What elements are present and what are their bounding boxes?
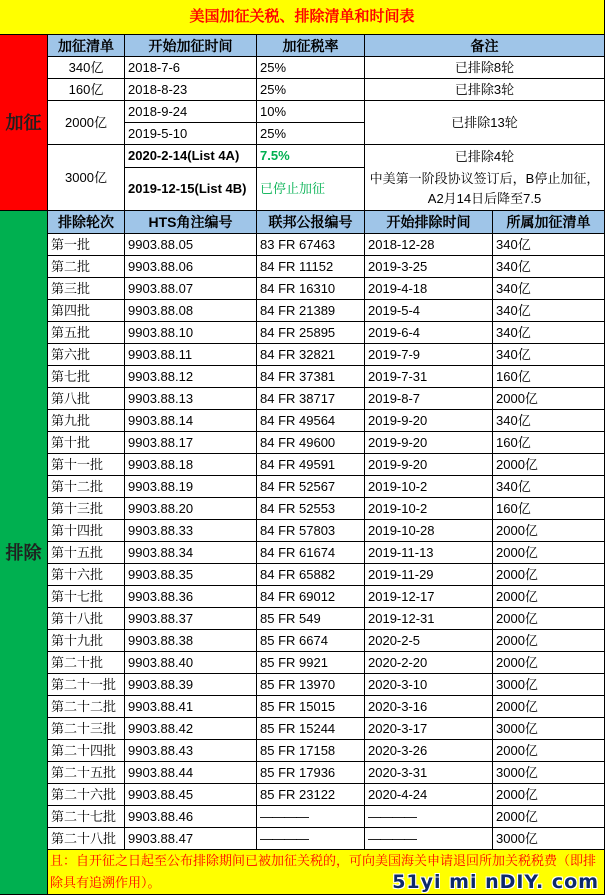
exclusion-start-date-cell: 2019-9-20 <box>365 454 493 476</box>
exclusion-start-date-cell: 2019-10-2 <box>365 498 493 520</box>
exclusion-round-cell: 第十一批 <box>48 454 125 476</box>
federal-register-cell: 84 FR 52553 <box>257 498 365 520</box>
tariff-list-cell: 340亿 <box>48 57 125 79</box>
federal-register-cell: 84 FR 38717 <box>257 388 365 410</box>
federal-register-cell: 84 FR 11152 <box>257 256 365 278</box>
hts-code-cell: 9903.88.11 <box>125 344 257 366</box>
tariff-note-cell: 已排除13轮 <box>365 101 605 145</box>
exclusion-round-cell: 第二十六批 <box>48 784 125 806</box>
exclusion-start-date-cell: 2019-11-29 <box>365 564 493 586</box>
exclusion-round-cell: 第二十五批 <box>48 762 125 784</box>
hts-code-cell: 9903.88.39 <box>125 674 257 696</box>
exclusion-start-date-cell: 2019-9-20 <box>365 410 493 432</box>
tariff-list-cell: 340亿 <box>493 322 605 344</box>
tariff-list-cell: 2000亿 <box>493 608 605 630</box>
tariff-list-cell: 160亿 <box>493 366 605 388</box>
tariff-list-cell: 340亿 <box>493 300 605 322</box>
tariff-start-date-cell: 2018-7-6 <box>125 57 257 79</box>
exclusion-round-cell: 第四批 <box>48 300 125 322</box>
federal-register-cell: 85 FR 13970 <box>257 674 365 696</box>
hts-code-cell: 9903.88.10 <box>125 322 257 344</box>
tariff-status-cell: 已停止加征 <box>257 168 365 211</box>
exclusion-start-date-cell: 2019-12-31 <box>365 608 493 630</box>
exclusion-round-cell: 第二十四批 <box>48 740 125 762</box>
exclusion-round-cell: 第二十二批 <box>48 696 125 718</box>
hts-code-cell: 9903.88.43 <box>125 740 257 762</box>
column-header-exclusion-round: 排除轮次 <box>48 211 125 234</box>
exclusion-start-date-cell: 2020-4-24 <box>365 784 493 806</box>
exclusion-start-date-cell: 2018-12-28 <box>365 234 493 256</box>
tariff-list-cell: 2000亿 <box>493 454 605 476</box>
exclusion-round-cell: 第三批 <box>48 278 125 300</box>
tariff-list-cell: 2000亿 <box>493 740 605 762</box>
column-header-federal-register: 联邦公报编号 <box>257 211 365 234</box>
federal-register-cell: 84 FR 65882 <box>257 564 365 586</box>
column-header-hts-code: HTS角注编号 <box>125 211 257 234</box>
federal-register-cell: 84 FR 57803 <box>257 520 365 542</box>
federal-register-cell: 85 FR 15244 <box>257 718 365 740</box>
tariff-rate-cell: 25% <box>257 123 365 145</box>
hts-code-cell: 9903.88.47 <box>125 828 257 850</box>
tariff-list-cell: 2000亿 <box>493 388 605 410</box>
tariff-list-cell: 3000亿 <box>493 828 605 850</box>
hts-code-cell: 9903.88.12 <box>125 366 257 388</box>
exclusion-section-label: 排除 <box>0 211 48 895</box>
exclusion-start-date-cell: 2019-9-20 <box>365 432 493 454</box>
hts-code-cell: 9903.88.06 <box>125 256 257 278</box>
exclusion-start-date-cell: 2020-3-26 <box>365 740 493 762</box>
tariff-start-date-cell: 2020-2-14(List 4A) <box>125 145 257 168</box>
hts-code-cell: 9903.88.07 <box>125 278 257 300</box>
tariff-list-cell: 2000亿 <box>48 101 125 145</box>
federal-register-cell: 84 FR 37381 <box>257 366 365 388</box>
tariff-start-date-cell: 2019-5-10 <box>125 123 257 145</box>
column-header-tariff-rate: 加征税率 <box>257 35 365 57</box>
hts-code-cell: 9903.88.14 <box>125 410 257 432</box>
exclusion-round-cell: 第十八批 <box>48 608 125 630</box>
federal-register-cell: 84 FR 61674 <box>257 542 365 564</box>
exclusion-round-cell: 第一批 <box>48 234 125 256</box>
hts-code-cell: 9903.88.34 <box>125 542 257 564</box>
federal-register-cell: 85 FR 17936 <box>257 762 365 784</box>
tariff-list-cell: 340亿 <box>493 344 605 366</box>
column-header-tariff-start: 开始加征时间 <box>125 35 257 57</box>
tariff-list-cell: 2000亿 <box>493 652 605 674</box>
hts-code-cell: 9903.88.08 <box>125 300 257 322</box>
tariff-list-cell: 2000亿 <box>493 542 605 564</box>
column-header-tariff-list: 加征清单 <box>48 35 125 57</box>
exclusion-round-cell: 第十批 <box>48 432 125 454</box>
watermark: 51yi mi nDIY. com <box>392 871 599 893</box>
column-header-note: 备注 <box>365 35 605 57</box>
column-header-exclusion-start: 开始排除时间 <box>365 211 493 234</box>
exclusion-round-cell: 第十四批 <box>48 520 125 542</box>
federal-register-cell: 85 FR 23122 <box>257 784 365 806</box>
hts-code-cell: 9903.88.37 <box>125 608 257 630</box>
hts-code-cell: 9903.88.44 <box>125 762 257 784</box>
tariff-start-date-cell: 2018-8-23 <box>125 79 257 101</box>
hts-code-cell: 9903.88.40 <box>125 652 257 674</box>
tariff-list-cell: 340亿 <box>493 256 605 278</box>
exclusion-round-cell: 第十二批 <box>48 476 125 498</box>
tariff-rate-cell: 25% <box>257 79 365 101</box>
exclusion-start-date-cell: 2020-3-10 <box>365 674 493 696</box>
hts-code-cell: 9903.88.17 <box>125 432 257 454</box>
exclusion-round-cell: 第十六批 <box>48 564 125 586</box>
federal-register-cell: 85 FR 549 <box>257 608 365 630</box>
exclusion-round-cell: 第二十八批 <box>48 828 125 850</box>
tariff-rate-cell: 25% <box>257 57 365 79</box>
federal-register-cell: 83 FR 67463 <box>257 234 365 256</box>
hts-code-cell: 9903.88.46 <box>125 806 257 828</box>
exclusion-round-cell: 第十五批 <box>48 542 125 564</box>
tariff-list-cell: 3000亿 <box>493 762 605 784</box>
tariff-list-cell: 2000亿 <box>493 806 605 828</box>
exclusion-start-date-cell: 2019-10-2 <box>365 476 493 498</box>
tariff-list-cell: 160亿 <box>493 432 605 454</box>
hts-code-cell: 9903.88.33 <box>125 520 257 542</box>
hts-code-cell: 9903.88.13 <box>125 388 257 410</box>
page-title: 美国加征关税、排除清单和时间表 <box>0 0 605 35</box>
exclusion-start-date-cell: 2019-7-31 <box>365 366 493 388</box>
exclusion-round-cell: 第八批 <box>48 388 125 410</box>
tariff-start-date-cell: 2018-9-24 <box>125 101 257 123</box>
federal-register-cell: 84 FR 21389 <box>257 300 365 322</box>
tariff-note-cell <box>365 145 605 211</box>
tariff-rate-cell: 10% <box>257 101 365 123</box>
federal-register-cell: ———— <box>257 806 365 828</box>
footnote: 且：自开征之日起至公布排除期间已被加征关税的，可向美国海关申请退回所加关税税费（即排除具有追溯作用）。 <box>48 850 605 895</box>
tariff-list-cell: 2000亿 <box>493 520 605 542</box>
exclusion-start-date-cell: 2019-3-25 <box>365 256 493 278</box>
exclusion-round-cell: 第七批 <box>48 366 125 388</box>
federal-register-cell: 85 FR 9921 <box>257 652 365 674</box>
federal-register-cell: 84 FR 52567 <box>257 476 365 498</box>
federal-register-cell: 84 FR 16310 <box>257 278 365 300</box>
federal-register-cell: 84 FR 49564 <box>257 410 365 432</box>
exclusion-start-date-cell: 2019-11-13 <box>365 542 493 564</box>
exclusion-round-cell: 第六批 <box>48 344 125 366</box>
federal-register-cell: 85 FR 15015 <box>257 696 365 718</box>
hts-code-cell: 9903.88.18 <box>125 454 257 476</box>
tariff-list-cell: 2000亿 <box>493 586 605 608</box>
exclusion-round-cell: 第二十七批 <box>48 806 125 828</box>
hts-code-cell: 9903.88.35 <box>125 564 257 586</box>
hts-code-cell: 9903.88.41 <box>125 696 257 718</box>
note-detail-text: 中美第一阶段协议签订后，B停止加征，A2月14日后降至7.5 <box>369 171 600 206</box>
tariff-list-cell: 2000亿 <box>493 564 605 586</box>
exclusion-start-date-cell: 2019-8-7 <box>365 388 493 410</box>
exclusion-start-date-cell: 2019-5-4 <box>365 300 493 322</box>
federal-register-cell: 85 FR 6674 <box>257 630 365 652</box>
tariff-list-cell: 2000亿 <box>493 696 605 718</box>
exclusion-start-date-cell: 2020-2-20 <box>365 652 493 674</box>
federal-register-cell: 84 FR 49591 <box>257 454 365 476</box>
tariff-list-cell: 3000亿 <box>493 674 605 696</box>
tariff-list-cell: 340亿 <box>493 234 605 256</box>
tariff-list-cell: 340亿 <box>493 410 605 432</box>
hts-code-cell: 9903.88.38 <box>125 630 257 652</box>
federal-register-cell: 85 FR 17158 <box>257 740 365 762</box>
federal-register-cell: ———— <box>257 828 365 850</box>
exclusion-round-cell: 第五批 <box>48 322 125 344</box>
exclusion-start-date-cell: 2020-3-16 <box>365 696 493 718</box>
exclusion-start-date-cell: ———— <box>365 828 493 850</box>
tariff-list-cell: 160亿 <box>493 498 605 520</box>
hts-code-cell: 9903.88.19 <box>125 476 257 498</box>
exclusion-round-cell: 第十九批 <box>48 630 125 652</box>
hts-code-cell: 9903.88.36 <box>125 586 257 608</box>
tariff-note-cell: 已排除8轮 <box>365 57 605 79</box>
exclusion-start-date-cell: 2019-12-17 <box>365 586 493 608</box>
exclusion-round-cell: 第十三批 <box>48 498 125 520</box>
note-exclusion-count: 已排除4轮 <box>454 149 515 164</box>
exclusion-round-cell: 第十七批 <box>48 586 125 608</box>
tariff-section-label: 加征 <box>0 35 48 211</box>
tariff-start-date-cell: 2019-12-15(List 4B) <box>125 168 257 211</box>
tariff-list-cell: 3000亿 <box>493 718 605 740</box>
federal-register-cell: 84 FR 32821 <box>257 344 365 366</box>
exclusion-round-cell: 第九批 <box>48 410 125 432</box>
tariff-list-cell: 2000亿 <box>493 630 605 652</box>
exclusion-start-date-cell: 2019-10-28 <box>365 520 493 542</box>
tariff-rate-cell: 7.5% <box>257 145 365 168</box>
tariff-note-cell: 已排除3轮 <box>365 79 605 101</box>
federal-register-cell: 84 FR 49600 <box>257 432 365 454</box>
exclusion-start-date-cell: 2019-6-4 <box>365 322 493 344</box>
exclusion-start-date-cell: 2020-3-31 <box>365 762 493 784</box>
exclusion-round-cell: 第二十批 <box>48 652 125 674</box>
tariff-list-cell: 340亿 <box>493 278 605 300</box>
exclusion-round-cell: 第二批 <box>48 256 125 278</box>
exclusion-round-cell: 第二十一批 <box>48 674 125 696</box>
tariff-list-cell: 160亿 <box>48 79 125 101</box>
hts-code-cell: 9903.88.45 <box>125 784 257 806</box>
exclusion-start-date-cell: 2020-2-5 <box>365 630 493 652</box>
hts-code-cell: 9903.88.20 <box>125 498 257 520</box>
column-header-tariff-list: 所属加征清单 <box>493 211 605 234</box>
federal-register-cell: 84 FR 25895 <box>257 322 365 344</box>
tariff-list-cell: 3000亿 <box>48 145 125 211</box>
federal-register-cell: 84 FR 69012 <box>257 586 365 608</box>
exclusion-start-date-cell: 2019-4-18 <box>365 278 493 300</box>
hts-code-cell: 9903.88.42 <box>125 718 257 740</box>
tariff-list-cell: 340亿 <box>493 476 605 498</box>
exclusion-round-cell: 第二十三批 <box>48 718 125 740</box>
tariff-list-cell: 2000亿 <box>493 784 605 806</box>
exclusion-start-date-cell: 2020-3-17 <box>365 718 493 740</box>
exclusion-start-date-cell: 2019-7-9 <box>365 344 493 366</box>
hts-code-cell: 9903.88.05 <box>125 234 257 256</box>
exclusion-start-date-cell: ———— <box>365 806 493 828</box>
